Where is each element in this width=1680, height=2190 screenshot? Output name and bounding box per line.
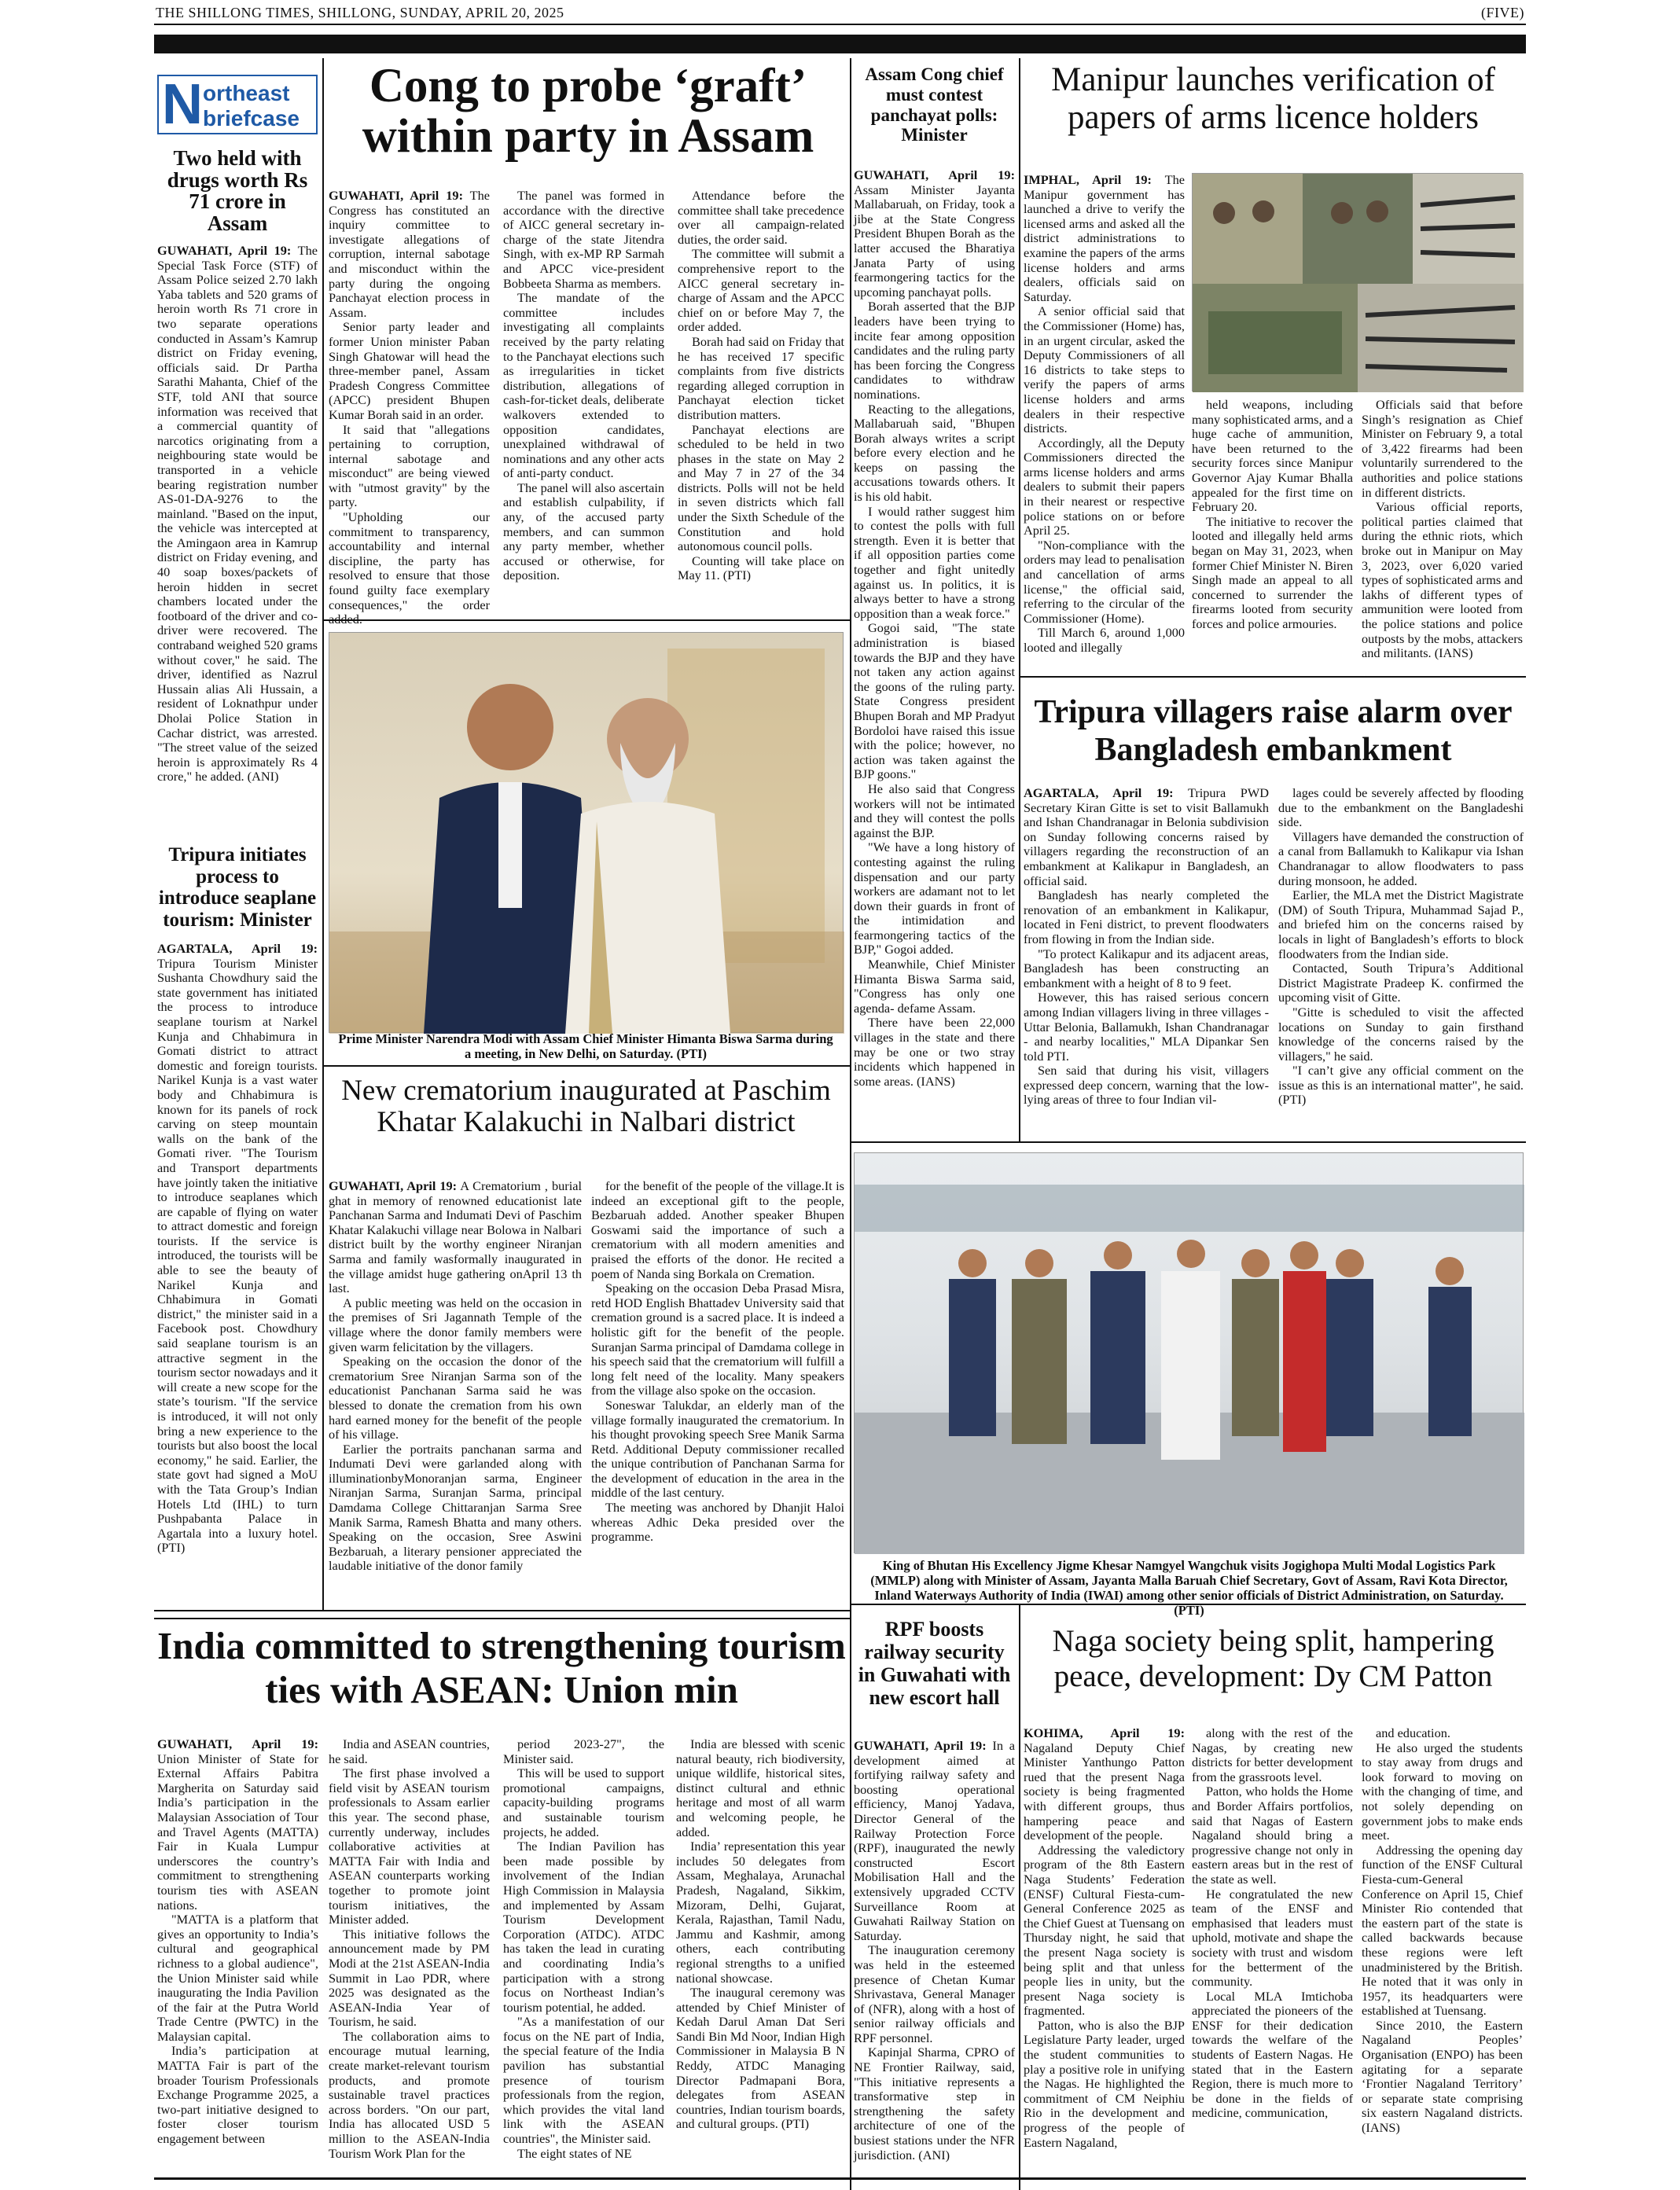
paragraph-text: Earlier the portraits panchanan sarma and Indumati Devi were garlanded along with illuminationbyMonoranjan sarma, Engineer Niranjan Sarma, Suranjan Sarma, principal Damdama College Chittaranjan Sarma Sree Manik Sarma, Ramesh Bhatta and many others. Speaking on the occasion, Sree Aswini Bezbaruah, a literary pensioner appreciated the laudable initiative of the donor family <box>329 1441 582 1574</box>
paragraph-text: lages could be severely affected by flooding due to the embankment on the Bangladeshi side. <box>1278 785 1524 830</box>
rule-briefcase-bottom <box>154 1610 851 1611</box>
logo-letter: N <box>162 73 203 136</box>
article-paragraph <box>1278 830 1524 888</box>
paragraph-text: The initiative to recover the looted and illegally held arms began on May 31, 2023, when former Chief Minister N. Biren Singh made an appeal to all concerned to surrender the firearms looted from security forces and police armouries. <box>1192 513 1353 631</box>
dateline: AGARTALA, April 19: <box>1024 785 1174 800</box>
article-paragraph <box>1192 1726 1353 1784</box>
article-paragraph <box>329 1179 582 1296</box>
paragraph-text: The committee will submit a comprehensive report to the AICC general secretary in-charge of Assam and the APCC chief on or before May 7, the order added. <box>678 246 844 335</box>
article-paragraph <box>157 1913 318 2044</box>
article-paragraph <box>1192 515 1353 632</box>
paragraph-text: Nagaland Deputy Chief Minister Yanthungo Patton rued that the present Naga society is being fragmented with different groups, thus hampering peace and development of the people. <box>1024 1740 1185 1843</box>
arms-illustration <box>1193 174 1524 392</box>
article-paragraph <box>1362 1741 1523 1843</box>
article-paragraph <box>329 1296 582 1354</box>
article-paragraph <box>329 189 490 320</box>
paragraph-text: The panel was formed in accordance with the directive of AICC general secretary in-charge of the state Jitendra Singh, with ex-MP RP Sarmah and APCC vice-president Bobbeeta Sharma as members. <box>503 188 664 291</box>
rule-manipur-bottom <box>1019 676 1526 678</box>
logo-line1: ortheast <box>203 81 290 105</box>
paragraph-text: "MATTA is a platform that gives an opportunity to India’s cultural and geographical richness to a global audience", the Union Minister said while inaugurating the India Pavilion of the fair at the Putra World Trade Centre (PWTC) in the Malaysian capital. <box>157 1912 318 2044</box>
minister-headline: Assam Cong chief must contest panchayat polls: Minister <box>865 64 1004 145</box>
article-paragraph <box>329 510 490 627</box>
crematorium-headline: New crematorium inaugurated at Paschim Khatar Kalakuchi in Nalbari district <box>341 1075 831 1138</box>
article-paragraph <box>676 1839 845 1986</box>
paragraph-text: Soneswar Talukdar, an elderly man of the village formally inaugurated the crematorium. In his thought provoking speech Sree Manik Sarma Retd. Additional Deputy commissioner recalled the unique contribution of Panchanan Sarma for the development of education in the area in the middle of the last century. <box>591 1397 844 1501</box>
paragraph-text: Speaking on the occasion the donor of the crematorium Sree Niranjan Sarma son of the educationist Panchanan Sarma said he was blessed to donate the cremation from his own hard earned money for the benefit of the people of his village. <box>329 1354 582 1442</box>
crematorium-col-1 <box>329 1179 582 1604</box>
paragraph-text: Patton, who is also the BJP Legislature Party leader, urged the student communities to play a positive role in unifying the Nagas. He highlighted the commitment of CM Neiphiu Rio in the development and progress of the people of Eastern Nagaland, <box>1024 2017 1185 2150</box>
dateline: GUWAHATI, April 19: <box>854 1738 987 1753</box>
paragraph-text: Counting will take place on May 11. (PTI) <box>678 553 844 583</box>
article-paragraph <box>1024 173 1185 304</box>
paragraph-text: Accordingly, all the Deputy Commissioners directed the arms license holders and arms dealers to submit their papers in their nearest or respective police stations on or before April 25. <box>1024 435 1185 538</box>
paragraph-text: Officials said that before Singh’s resignation as Chief Minister on February 9, a total of 3,422 firearms had been voluntarily surrendered to the authorities and police stations in different districts. <box>1362 397 1523 500</box>
crematorium-col-2 <box>591 1179 844 1604</box>
paragraph-text: Tripura PWD Secretary Kiran Gitte is set to visit Ballamukh and Ishan Chandranagar in Belonia subdivision on Sunday following concerns raised by villagers regarding the reconstruction of an embankment at Kalikapur in Bangladesh, an official said. <box>1024 785 1269 888</box>
article-paragraph <box>1024 990 1269 1064</box>
asean-col-4 <box>676 1737 845 2174</box>
article-paragraph <box>503 291 664 481</box>
paragraph-text: India’ representation this year includes 50 delegates from Assam, Meghalaya, Arunachal Pradesh, Nagaland, Sikkim, Mizoram, Delhi, Gujarat, Kerala, Rajasthan, Tamil Nadu, Jammu and Kashmir, among others, each contributing regional strengths to a unified national showcase. <box>676 1839 845 1986</box>
paragraph-text: Various official reports, political parties claimed that during the ethnic riots, which broke out in Manipur on May 3, 2023, over 6,020 varied types of sophisticated arms and lakhs of different types of ammunition were looted from the police stations and police outposts by the mobs, attackers and militants. (IANS) <box>1362 499 1523 661</box>
rpf-col <box>854 1739 1015 2174</box>
paragraph-text: Till March 6, around 1,000 looted and illegally <box>1024 625 1185 655</box>
paragraph-text: The inauguration ceremony was held in the esteemed presence of Chetan Kumar Shrivastava, General Manager of (NFR), along with a host of senior railway officials and RPF personnel. <box>854 1942 1015 2045</box>
paragraph-text: Contacted, South Tripura’s Additional District Magistrate Pradeep K. confirmed the upcoming visit of Gitte. <box>1278 961 1524 1005</box>
naga-col-3 <box>1362 1726 1523 2174</box>
article-paragraph <box>329 423 490 511</box>
paragraph-text: "We have a long history of contesting against the ruling dispensation and our party workers are adamant not to let down their guards in front of the intimidation and fearmongering tactics of the BJP," Gogoi added. <box>854 840 1015 957</box>
bhutan-king-photo <box>854 1152 1524 1553</box>
rule-modi-bottom <box>324 1065 850 1067</box>
paragraph-text: This will be used to support promotional campaigns, capacity-building programs and sustainable tourism projects, he added. <box>503 1766 664 1839</box>
article-paragraph <box>1362 2019 1523 2136</box>
article-paragraph <box>1024 1843 1185 2019</box>
article-paragraph <box>1024 1064 1269 1108</box>
paragraph-text: Panchayat elections are scheduled to be held in two phases in the state on May 2 and May 7 in 27 of the 34 districts. Polls will not be held in seven districts which fall under the Sixth Schedule of the Constitution and hold autonomous council polls. <box>678 421 844 554</box>
article-paragraph <box>1362 398 1523 500</box>
paragraph-text: A senior official said that the Commissioner (Home) has, in an urgent circular, asked the Deputy Commissioners of all 16 districts to take steps to verify the papers of arms license holders and arms dealers in their respective districts. <box>1024 303 1185 436</box>
paragraph-text: He also urged the students to stay away from drugs and look forward to moving on with the changing of time, and not solely depending on government jobs to make ends meet. <box>1362 1740 1523 1843</box>
dateline: GUWAHATI, April 19: <box>157 243 292 258</box>
paragraph-text: There have been 22,000 villages in the state and there may be one or two stray incidents which happened in some areas. (IANS) <box>854 1015 1015 1089</box>
cong-col-1 <box>329 188 490 627</box>
paragraph-text: The meeting was anchored by Dhanjit Haloi whereas Adhic Deka presided over the programme. <box>591 1500 844 1545</box>
paragraph-text: The collaboration aims to encourage mutual learning, create market-relevant tourism products, and promote sustainable travel practices across borders. "On our part, India has allocated USD 5 million to the ASEAN-India Tourism Work Plan for the <box>329 2028 490 2161</box>
paragraph-text: Reacting to the allegations, Mallabaruah said, "Bhupen Borah always writes a script before every election and he keeps on passing the accusations towards others. It is his old habit. <box>854 401 1015 505</box>
paragraph-text: It said that "allegations pertaining to corruption, internal sabotage and misconduct" are being viewed with "utmost gravity" by the party. <box>329 421 490 510</box>
article-paragraph <box>854 1739 1015 1943</box>
paragraph-text: Local MLA Imtichoba appreciated the pioneers of the ENSF for their dedication towards the welfare of the students of Eastern Nagas. He stated that in the Eastern Region, there is much more to be done in the fields of medicine, communication, <box>1192 1988 1353 2121</box>
page-header-left: THE SHILLONG TIMES, SHILLONG, SUNDAY, APRIL 20, 2025 <box>156 5 564 20</box>
article-paragraph <box>503 1839 664 2015</box>
paragraph-text: Villagers have demanded the construction of a canal from Ballamukh to Kalikapur via Ishan Chandranagar to allow floodwaters to pass during monsoon, he added. <box>1278 829 1524 888</box>
article-paragraph <box>678 189 844 247</box>
paragraph-text: Addressing the valedictory program of the 8th Eastern Naga Students’ Federation (ENSF) Cultural Fiesta-cum-General Conference 2025 as the Chief Guest at Tuensang on Thursday night, he said that the present Naga society is being split and that unless people lies in unity, but the present Naga society is fragmented. <box>1024 1842 1185 2019</box>
article-paragraph <box>503 2015 664 2146</box>
paragraph-text: "Gitte is scheduled to visit the affected locations on Sunday to gain firsthand knowledge of the concerns raised by the villagers," he said. <box>1278 1004 1524 1064</box>
article-paragraph <box>157 1737 318 1913</box>
article-paragraph <box>678 335 844 423</box>
article-paragraph <box>1278 1005 1524 1064</box>
article-paragraph <box>676 1737 845 1839</box>
paragraph-text: Meanwhile, Chief Minister Himanta Biswa Sarma said, "Congress has only one agenda- defame Assam. <box>854 957 1015 1016</box>
black-bar <box>154 35 1526 53</box>
article-paragraph <box>503 1766 664 1839</box>
paragraph-text: period 2023-27", the Minister said. <box>503 1736 664 1766</box>
article-paragraph <box>678 554 844 583</box>
paragraph-text: The Indian Pavilion has been made possible by involvement of the Indian High Commission in Malaysia and implemented by Assam Tourism Development Corporation (ATDC). ATDC has taken the lead in curating and coordinating India’s participation with a strong focus on Northeast Indian’s tourism potential, he added. <box>503 1839 664 2015</box>
article-paragraph <box>329 1766 490 1927</box>
modi-himanta-photo <box>329 632 844 1033</box>
article-paragraph <box>854 168 1015 299</box>
paragraph-text: In a development aimed at fortifying railway safety and boosting operational efficiency, Manoj Yadava, Director General of the Railway Protection Force (RPF), inaugurated the newly constructed Escort Mobilisation Hall and the extensively upgraded CCTV Surveillance Room at Guwahati Railway Station on Saturday. <box>854 1738 1015 1943</box>
paragraph-text: held weapons, including many sophisticated arms, and a huge cache of ammunition, have been returned to the security forces since Manipur Governor Ajay Kumar Bhalla appealed for the first time on February 20. <box>1192 397 1353 515</box>
article-paragraph <box>157 942 318 1556</box>
article-paragraph <box>1192 1990 1353 2121</box>
paragraph-text: Attendance before the committee shall take precedence over all campaign-related duties, the order said. <box>678 188 844 247</box>
article-paragraph <box>1024 538 1185 627</box>
article-paragraph <box>329 2030 490 2161</box>
asean-col-3 <box>503 1737 664 2174</box>
dateline: GUWAHATI, April 19: <box>329 188 463 203</box>
northeast-briefcase-logo <box>157 75 318 134</box>
rule-rpf-column <box>1019 1604 1020 2190</box>
article-paragraph <box>854 782 1015 840</box>
manipur-headline: Manipur launches verification of papers of arms licence holders <box>1051 61 1495 137</box>
article-paragraph <box>854 505 1015 622</box>
article-paragraph <box>854 957 1015 1016</box>
article-paragraph <box>1192 398 1353 515</box>
paragraph-text: However, this has raised serious concern among Indian villagers living in three villages - Uttar Belonia, Ballamukh, Ishan Chandranagar - and nearby localities," MLA Dipankar Sen told PTI. <box>1024 990 1269 1064</box>
paragraph-text: This initiative follows the announcement made by PM Modi at the 21st ASEAN-India Summit in Lao PDR, where 2025 was designated as the ASEAN-India Year of Tourism, he said. <box>329 1926 490 2030</box>
article-paragraph <box>854 621 1015 782</box>
article-paragraph <box>1192 1784 1353 1887</box>
paragraph-text: The first phase involved a field visit by ASEAN tourism professionals to Assam earlier this year. The second phase, currently underway, includes collaborative activities at MATTA Fair with India and ASEAN counterparts working together to promote joint tourism initiatives, the Minister added. <box>329 1766 490 1927</box>
minister-col <box>854 168 1015 1137</box>
article-paragraph <box>591 1501 844 1545</box>
paragraph-text: Kapinjal Sharma, CPRO of NE Frontier Railway, said, "This initiative represents a transformative step in strengthening the safety architecture of one of the busiest stations under the NFR jurisdiction. (ANI) <box>854 2045 1015 2162</box>
article-paragraph <box>854 2045 1015 2162</box>
paragraph-text: The eight states of NE <box>517 2145 632 2161</box>
asean-col-2 <box>329 1737 490 2174</box>
rule-left-column <box>322 58 324 1611</box>
article-paragraph <box>1362 1843 1523 2019</box>
page-footer-rule <box>154 2177 1526 2180</box>
tripura-headline: Tripura villagers raise alarm over Bangladesh embankment <box>1034 694 1513 769</box>
paragraph-text: Union Minister of State for External Affairs Pabitra Margherita on Saturday said India’s participation in the Malaysian Association of Tour and Travel Agents (MATTA) Fair in Kuala Lumpur underscores the country’s commitment to strengthening tourism ties with ASEAN nations. <box>157 1751 318 1913</box>
article-paragraph <box>591 1179 844 1281</box>
paragraph-text: The inaugural ceremony was attended by Chief Minister of Kedah Darul Aman Dat Seri Sandi Bin Md Noor, Indian High Commissioner in Malaysia B N Reddy, ATDC Managing Director Padmapani Bora, delegates from ASEAN countries, Indian tourism boards, and cultural groups. (PTI) <box>676 1985 845 2132</box>
article-paragraph <box>854 1016 1015 1089</box>
article-paragraph <box>329 320 490 422</box>
cong-col-3 <box>678 189 844 615</box>
paragraph-text: Speaking on the occasion Deba Prasad Misra, retd HOD English Bhattadev University said that cremation ground is a sacred place. It is indeed a holistic gift for the benefit of the people. Suranjan Sarma principal of Damdama college in his speech said that the crematorium will fulfill a long felt need of the locality. Many speakers from the village also spoke on the occasion. <box>591 1281 844 1398</box>
bhutan-illustration <box>855 1153 1524 1554</box>
article-paragraph <box>1024 1726 1185 1843</box>
article-paragraph <box>1024 947 1269 991</box>
dateline: GUWAHATI, April 19: <box>854 167 1015 182</box>
article-paragraph <box>854 402 1015 505</box>
paragraph-text: I would rather suggest him to contest the polls with full strength. Even it is better that if all opposition parties come together and fight unitedly against us. In politics, it is always better to have a strong opposition than a weak force." <box>854 503 1015 621</box>
article-paragraph <box>676 1986 845 2132</box>
paragraph-text: Patton, who holds the Home and Border Affairs portfolios, said that Nagas of Eastern Nagaland should bring a progressive change not only in eastern areas but in the rest of the state as well. <box>1192 1784 1353 1887</box>
paragraph-text: A Crematorium , burial ghat in memory of renowned educationist late Panchanan Sarma and Indumati Devi of Paschim Khatar Kalakuchi village near Bolowa in Nalbari district built by the worthy engineer Niranjan Sarma and family wasformally inaugurated in the village amidst huge gathering onApril 13 th last. <box>329 1178 582 1296</box>
paragraph-text: Tripura Tourism Minister Sushanta Chowdhury said the state government has initiated the process to introduce seaplane tourism at Narkel Kunja and Chhabimura in Gomati district to attract domestic and foreign tourists. Narikel Kunja is a vast water body and Chhabimura is known for its panels of rock carving on steep mountain walls on the bank of the Gomati river. "The Tourism and Transport departments have jointly taken the initiative to introduce seaplanes which are capable of flying on water to attract domestic and foreign tourists. If the service is introduced, the tourists will be able to see the beauty of Narikel Kunja and Chhabimura in Gomati district," the minister said in a Facebook post. Chowdhury said seaplane tourism is an attractive segment in the tourism sector nowadays and it will create a new scope for the state’s tourism. "If the service is introduced, it will not only bring a new experience to the tourists but also boost the local economy," he said. Earlier, the state govt had signed a MoU with the Tata Group’s Indian Hotels Ltd (IHL) to turn Pushpabanta Palace in Agartala into a luxury hotel. (PTI) <box>157 955 318 1556</box>
paragraph-text: Bangladesh has nearly completed the renovation of an embankment in Kalikapur, located in Feni district, to prevent floodwaters from flowing in from the Indian side. <box>1024 887 1269 946</box>
briefcase-headline-2: Tripura initiates process to introduce seaplane tourism: Minister <box>158 844 317 931</box>
asean-col-1 <box>157 1737 318 2174</box>
paragraph-text: "As a manifestation of our focus on the NE part of India, the special feature of the India pavilion has substantial presence of tourism professionals from the region, which provides the vital land link with the ASEAN countries", the Minister said. <box>503 2014 664 2147</box>
paragraph-text: Sen said that during his visit, villagers expressed deep concern, warning that the low-lying areas of three to four Indian vil- <box>1024 1063 1269 1108</box>
paragraph-text: "To protect Kalikapur and its adjacent areas, Bangladesh has been constructing an embankment with a height of 8 to 9 feet. <box>1024 946 1269 990</box>
bhutan-caption: King of Bhutan His Excellency Jigme Khesar Namgyel Wangchuk visits Jogighopa Multi Modal Logistics Park (MMLP) along with Minister of Assam, Jayanta Malla Baruah Chief Secretary, Govt of Assam, Ravi Kota Director, Inland Waterways Authority of India (IWAI) among other senior officials of District Administration, on Saturday. (PTI) <box>870 1558 1508 1618</box>
article-paragraph <box>329 1442 582 1574</box>
article-paragraph <box>591 1398 844 1501</box>
article-paragraph <box>1278 961 1524 1005</box>
article-paragraph <box>1362 500 1523 661</box>
paragraph-text: Borah asserted that the BJP leaders have been trying to incite fear among opposition candidates and the ruling party has been forcing the Congress candidates to withdraw nominations. <box>854 299 1015 402</box>
dateline: KOHIMA, April 19: <box>1024 1725 1185 1740</box>
article-paragraph <box>678 423 844 554</box>
dateline: GUWAHATI, April 19: <box>329 1178 458 1193</box>
photo-illustration <box>329 633 844 1034</box>
article-paragraph <box>1024 786 1269 888</box>
rule-tripura-bottom <box>850 1141 1526 1143</box>
article-paragraph <box>157 2044 318 2146</box>
paragraph-text: India are blessed with scenic natural beauty, rich biodiversity, unique wildlife, historical sites, distinct cultural and ethnic heritage and most of all warm and welcoming people, he added. <box>676 1736 845 1839</box>
article-paragraph <box>854 299 1015 402</box>
paragraph-text: "I can’t give any official comment on the issue as this is an international matter", he said. (PTI) <box>1278 1063 1524 1108</box>
article-paragraph <box>1278 1064 1524 1108</box>
paragraph-text: He congratulated the new team of the ENSF and emphasised that leaders must uphold, motivate and shape the society with trust and wisdom for the betterment of the community. <box>1192 1886 1353 1990</box>
article-paragraph <box>1192 1887 1353 1990</box>
article-paragraph <box>329 1927 490 2030</box>
paragraph-text: The panel will also ascertain and establish culpability, if any, of the accused party members, and can summon any party member, whether accused or otherwise, for deposition. <box>503 480 664 583</box>
paragraph-text: Borah had said on Friday that he has received 17 specific complaints from five districts regarding alleged corruption in Panchayat election ticket distribution matters. <box>678 333 844 422</box>
article-paragraph <box>591 1281 844 1398</box>
briefcase-headline-1: Two held with drugs worth Rs 71 crore in Assam <box>167 146 308 235</box>
article-paragraph <box>1024 626 1185 655</box>
paragraph-text: India’s participation at MATTA Fair is part of the broader Tourism Professionals Exchange Programme 2025, a two-part initiative designed to foster closer tourism engagement between <box>157 2043 318 2147</box>
paragraph-text: "Upholding our commitment to transparency, accountability and internal discipline, the party has resolved to ensure that those found guilty face exemplary consequences," the order added. <box>329 509 490 627</box>
manipur-arms-photo <box>1192 173 1523 391</box>
header-rule <box>154 24 1526 25</box>
article-paragraph <box>329 1354 582 1442</box>
rule-center-column <box>850 58 851 2190</box>
paragraph-text: The Congress has constituted an inquiry committee to investigate allegations of corruption, internal sabotage and misconduct within the party during the ongoing Panchayat election process in Assam. <box>329 188 490 320</box>
article-paragraph <box>503 189 664 291</box>
manipur-col-2 <box>1192 398 1353 671</box>
cong-col-2 <box>503 189 664 615</box>
asean-headline: India committed to strengthening tourism ties with ASEAN: Union min <box>157 1624 846 1712</box>
logo-line2: briefcase <box>203 106 300 130</box>
tripura-col-1 <box>1024 786 1269 1137</box>
paragraph-text: along with the rest of the Nagas, by creating new districts for better development from the grassroots level. <box>1192 1725 1353 1784</box>
briefcase-story-1 <box>157 244 318 835</box>
paragraph-text: Addressing the opening day function of the ENSF Cultural Fiesta-cum-General Conference on April 15, Chief Minister Rio contended that the eastern part of the state is called backwards because these regions were left unadministered by the British. He noted that it was only in 1957, its headquarters were established at Tuensang. <box>1362 1842 1523 2019</box>
naga-col-2 <box>1192 1726 1353 2174</box>
rpf-headline: RPF boosts railway security in Guwahati with new escort hall <box>858 1618 1011 1710</box>
article-paragraph <box>1024 304 1185 435</box>
paragraph-text: Earlier, the MLA met the District Magistrate (DM) of South Tripura, Muhammad Sajad P., and briefed him on the concerns raised by locals in light of Bangladesh’s efforts to block floodwaters from the Indian side. <box>1278 887 1524 961</box>
modi-caption: Prime Minister Narendra Modi with Assam Chief Minister Himanta Biswa Sarma during a meeting, in New Delhi, on Saturday. (PTI) <box>338 1031 833 1061</box>
article-paragraph <box>1362 1726 1523 1741</box>
paragraph-text: India and ASEAN countries, he said. <box>329 1736 490 1766</box>
paragraph-text: He also said that Congress workers will not be intimated and they will contest the polls against the BJP. <box>854 781 1015 840</box>
article-paragraph <box>503 1737 664 1766</box>
article-paragraph <box>854 1943 1015 2045</box>
dateline: AGARTALA, April 19: <box>157 941 318 956</box>
article-paragraph <box>854 840 1015 957</box>
article-paragraph <box>1024 2019 1185 2150</box>
paragraph-text: Gogoi said, "The state administration is biased towards the BJP and they have not taken any action against the goons of the ruling party. State Congress president Bhupen Borah and MP Pradyut Bordoloi have raised this issue with the police; however, no action was taken against the BJP goons." <box>854 620 1015 782</box>
paragraph-text: Since 2010, the Eastern Nagaland Peoples’ Organisation (ENPO) has been agitating for a separate ‘Frontier Nagaland Territory’ or separate state comprising six eastern Nagaland districts. (IANS) <box>1362 2017 1523 2136</box>
naga-headline: Naga society being split, hampering peace, development: Dy CM Patton <box>1052 1624 1494 1693</box>
article-paragraph <box>503 2147 664 2162</box>
paragraph-text: The Manipur government has launched a drive to verify the licensed arms and asked all the district administrations to examine the papers of the arms license holders and arms dealers, officials said on Saturday. <box>1024 172 1185 304</box>
page-header-right: (FIVE) <box>1481 5 1524 20</box>
paragraph-text: The Special Task Force (STF) of Assam Police seized 2.70 lakh Yaba tablets and 520 grams of heroin worth Rs 71 crore in two separate operations conducted in Assam’s Kamrup district on Friday evening, officials said. Dr Partha Sarathi Mahanta, Chief of the STF, told ANI that source information was received that a commercial quantity of narcotics originating from a neighbouring state would be transported in a vehicle bearing registration number AS-01-DA-9276 to the mainland. "Based on the input, the vehicle was intercepted at the Amingaon area in Kamrup district on Friday evening, and 40 soap boxes/packets of heroin hidden in secret chambers located under the footboard of the driver and co-driver were recovered. The contraband weighed 520 grams without cover," he said. The driver, identified as Nazrul Hussain alias Ali Hussain, a resident of Loknathpur under Dholai Police Station in Cachar district, was arrested. "The street value of the seized heroin is approximately Rs 4 crore," he added. (ANI) <box>157 243 318 785</box>
manipur-col-3 <box>1362 398 1523 671</box>
article-paragraph <box>1278 786 1524 830</box>
paragraph-text: Assam Minister Jayanta Mallabaruah, on Friday, took a jibe at the State Congress President Bhupen Borah as the latter accused the Bharatiya Janata Party of using fearmongering tactics for the upcoming panchayat polls. <box>854 182 1015 299</box>
paragraph-text: for the benefit of the people of the village.It is indeed an exceptional gift to the people, Bezbaruah added. Another speaker Bhupen Goswami said the importance of such a crematorium with all modern amenities and praised the efforts of the donor. He recited a poem of Nanda sing Borkala on Cremation. <box>591 1178 844 1281</box>
cong-headline: Cong to probe ‘graft’ within party in Assam <box>362 60 814 164</box>
article-paragraph <box>329 1737 490 1766</box>
article-paragraph <box>1024 436 1185 538</box>
rule-minister-col <box>1019 58 1020 1141</box>
briefcase-story-2 <box>157 942 318 1597</box>
dateline: GUWAHATI, April 19: <box>157 1736 318 1751</box>
manipur-col-1 <box>1024 173 1185 671</box>
article-paragraph <box>503 481 664 583</box>
naga-col-1 <box>1024 1726 1185 2174</box>
dateline: IMPHAL, April 19: <box>1024 172 1152 187</box>
paragraph-text: The mandate of the committee includes investigating all complaints received by the party relating to the Panchayat elections such as irregularities in ticket distribution, allegations of cash-for-ticket deals, deliberate walkovers extended to opposition candidates, unexplained withdrawal of nominations and any other acts of anti-party conduct. <box>503 290 664 481</box>
paragraph-text: Senior party leader and former Union minister Paban Singh Ghatowar will head the three-member panel, Assam Pradesh Congress Committee (APCC) president Bhupen Kumar Borah said in an order. <box>329 319 490 422</box>
article-paragraph <box>678 247 844 335</box>
paragraph-text: and education. <box>1376 1725 1450 1740</box>
rule-asean-top <box>154 1618 851 1619</box>
article-paragraph <box>157 244 318 785</box>
paragraph-text: "Non-compliance with the orders may lead to penalisation and cancellation of arms license," the official said, referring to the circular of the Commissioner (Home). <box>1024 537 1185 626</box>
article-paragraph <box>1278 888 1524 961</box>
tripura-col-2 <box>1278 786 1524 1137</box>
paragraph-text: A public meeting was held on the occasion in the premises of Sri Jagannath Temple of the village where the donor family members were given warm felicitation by the villagers. <box>329 1295 582 1354</box>
article-paragraph <box>1024 888 1269 946</box>
